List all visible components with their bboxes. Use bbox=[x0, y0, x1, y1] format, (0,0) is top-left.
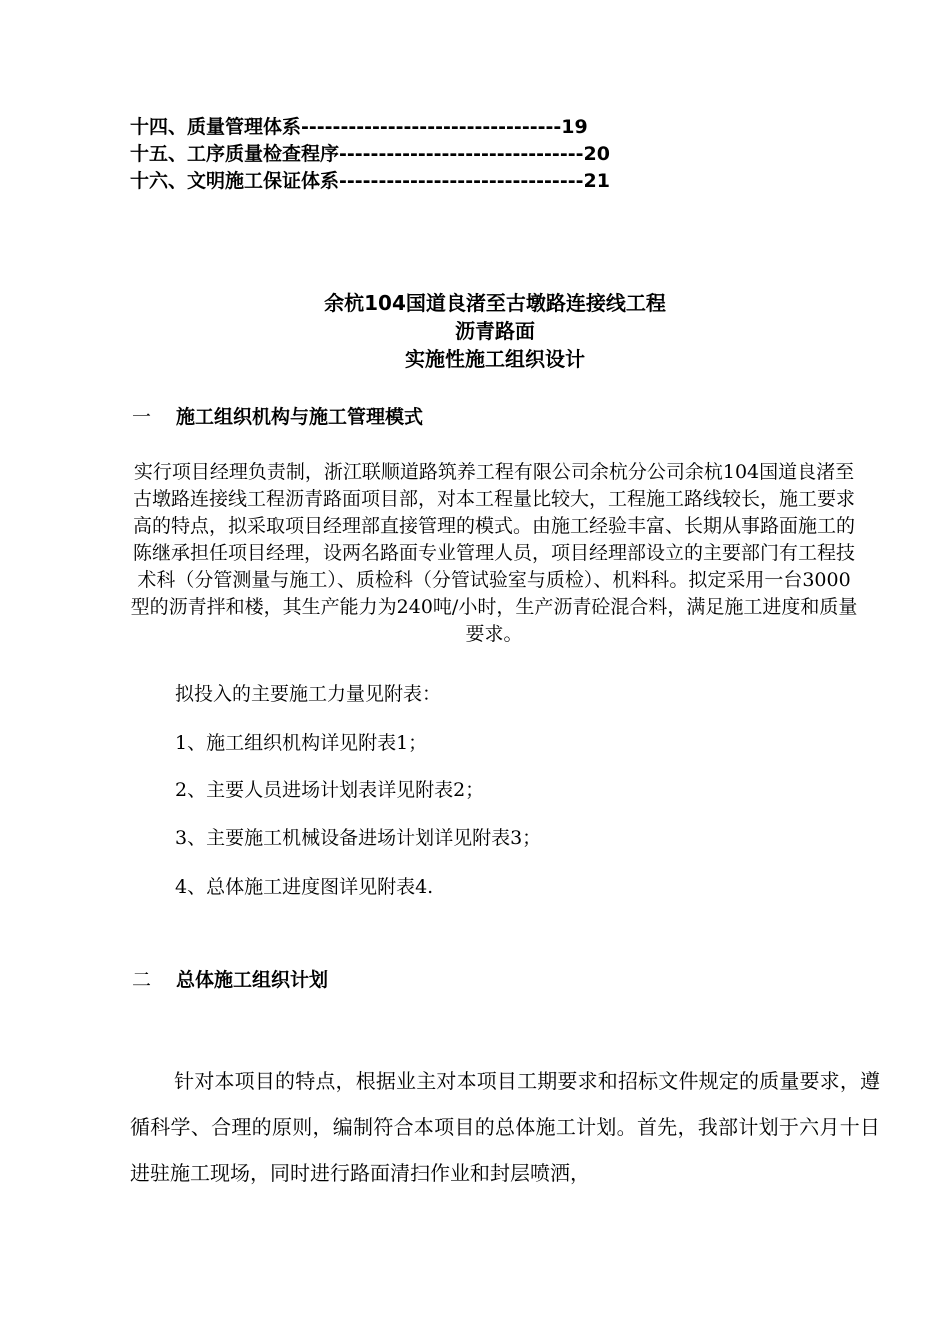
toc-leader: ------------------------------- bbox=[339, 143, 584, 165]
section-number: 二 bbox=[132, 969, 152, 991]
toc-entry-title: 十六、文明施工保证体系 bbox=[130, 170, 340, 192]
title-line-project: 余杭104国道良渚至古墩路连接线工程 bbox=[324, 291, 666, 315]
toc-entry[interactable] bbox=[130, 168, 740, 195]
attachment-intro: 拟投入的主要施工力量见附表： bbox=[175, 683, 442, 705]
list-item: 2、主要人员进场计划表详见附表2； bbox=[175, 779, 485, 801]
section-number: 一 bbox=[132, 406, 152, 428]
document-title bbox=[0, 289, 950, 373]
section-title: 施工组织机构与施工管理模式 bbox=[176, 406, 424, 428]
toc-entry-title: 十五、工序质量检查程序 bbox=[130, 143, 340, 165]
toc-entry-title: 十四、质量管理体系 bbox=[130, 116, 302, 138]
toc-page-number: 21 bbox=[583, 170, 610, 192]
section-1-paragraph bbox=[130, 459, 858, 648]
list-item: 3、主要施工机械设备进场计划详见附表3； bbox=[175, 827, 542, 849]
section-title: 总体施工组织计划 bbox=[176, 969, 329, 991]
section-2-heading bbox=[132, 965, 328, 992]
toc-entry[interactable] bbox=[130, 114, 740, 141]
paragraph-text: 针对本项目的特点，根据业主对本项目工期要求和招标文件规定的质量要求，遵循科学、合理的原则，编制符合本项目的总体施工计划。首先，我部计划于六月十日进驻施工现场，同时进行路面清扫作业和封层喷洒， bbox=[130, 1069, 880, 1185]
toc-leader: --------------------------------- bbox=[301, 116, 562, 138]
toc-entry[interactable] bbox=[130, 141, 740, 168]
toc-leader: ------------------------------- bbox=[339, 170, 584, 192]
list-item: 1、施工组织机构详见附表1； bbox=[175, 732, 428, 754]
paragraph-text: 实行项目经理负责制，浙江联顺道路筑养工程有限公司余杭分公司余杭104国道良渚至古墩路连接线工程沥青路面项目部，对本工程量比较大，工程施工路线较长，施工要求高的特点，拟采取项目经理部直接管理的模式。由施工经验丰富、长期从事路面施工的陈继承担任项目经理，设两名路面专业管理人员，项目经理部设立的主要部门有工程技术科（分管测量与施工）、质检科（分管试验室与质检）、机料科。拟定采用一台3000型的沥青拌和楼，其生产能力为240吨/小时，生产沥青砼混合料，满足施工进度和质量要求。 bbox=[130, 461, 858, 645]
table-of-contents bbox=[130, 114, 740, 195]
section-2-paragraph bbox=[130, 1058, 880, 1196]
section-1-heading bbox=[132, 402, 423, 429]
title-line-subject: 沥青路面 bbox=[455, 319, 535, 343]
title-line-doc-type: 实施性施工组织设计 bbox=[405, 347, 585, 371]
toc-page-number: 20 bbox=[583, 143, 610, 165]
list-item: 4、总体施工进度图详见附表4. bbox=[175, 876, 434, 898]
toc-page-number: 19 bbox=[561, 116, 588, 138]
